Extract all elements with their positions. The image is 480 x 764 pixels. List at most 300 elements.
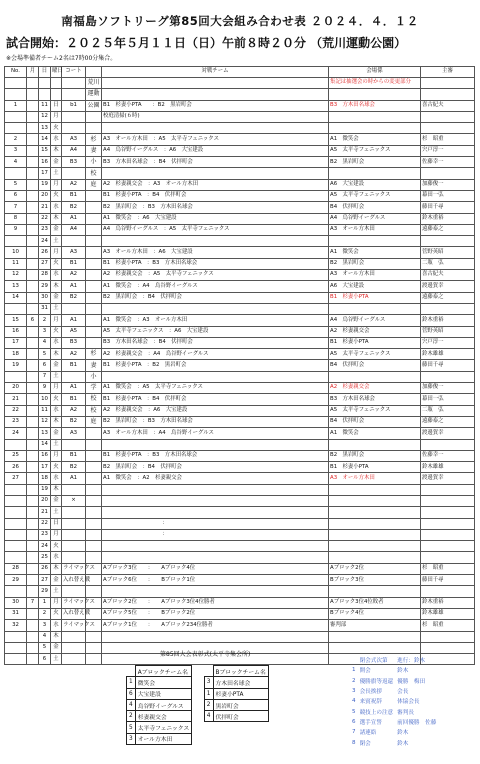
row-court [62,529,86,540]
row-venue [86,473,102,484]
row-day: 19 [39,179,51,190]
row-match: A2 杉妻親交会 ：A6 大宝建設 [102,405,329,416]
row-month [27,394,39,405]
row-venue [86,518,102,529]
row-venue [86,552,102,563]
program-who: 審判長 [397,709,414,716]
row-match: B2 黒岩町会 ：B4 伏拝町会 [102,292,329,303]
row-weekday: 水 [51,202,62,213]
row-no [5,507,27,518]
row-venue [86,586,102,597]
row-weekday: 木 [51,416,62,427]
row-venue [86,270,102,281]
row-umpire: 杉 昭重 [421,134,475,145]
row-month [27,473,39,484]
row-month [27,495,39,506]
row-day: 5 [39,642,51,653]
row-day: 31 [39,303,51,314]
table-row [5,450,475,461]
row-venue: 妻 [86,360,102,371]
program-item: 諸連絡 [359,730,377,737]
row-staff [329,236,421,247]
table-row [5,529,475,540]
row-venue [86,111,102,122]
row-umpire: 喜古紀夫 [421,270,475,281]
row-court: B2 [62,292,86,303]
program-row [350,737,438,747]
table-row [5,473,475,484]
row-umpire: 藤田千尋 [421,360,475,371]
table-row [5,360,475,371]
col-day: 日 [39,67,51,78]
program-no: 1 [352,667,356,674]
row-weekday: 金 [51,642,62,653]
row-no: 3 [5,145,27,156]
row-umpire: 宍戸淳一 [421,337,475,348]
row-umpire: 渡邊賀幸 [421,428,475,439]
row-staff: 審判部 [329,620,421,631]
row-match: B2 黒岩町会 ：B3 方木田名球会 [102,416,329,427]
row-match [102,303,329,314]
row-weekday: 木 [51,631,62,642]
row-staff: B3 方木田名球会 [329,100,421,111]
row-day: 10 [39,394,51,405]
row-weekday: 月 [51,315,62,326]
row-month [27,168,39,179]
row-match [102,495,329,506]
table-row [5,100,475,111]
row-court [62,484,86,495]
row-day: 14 [39,439,51,450]
row-staff: A6 大宝建設 [329,179,421,190]
block-row [127,711,269,722]
row-court [62,654,86,665]
row-venue: 小 [86,157,102,168]
row-day [39,89,51,100]
row-no: 9 [5,224,27,235]
row-umpire: 藤田千尋 [421,575,475,586]
table-row [5,213,475,224]
program-item: 来賓祝辞 [359,699,382,706]
row-venue: 庭 [86,416,102,427]
row-no: 10 [5,247,27,258]
row-staff: A5 太平寺フェニックス [329,349,421,360]
table-row [5,247,475,258]
row-no: 28 [5,563,27,574]
row-court [62,518,86,529]
row-month [27,416,39,427]
row-day: 16 [39,157,51,168]
row-no [5,654,27,665]
row-day: 6 [39,654,51,665]
program-row [350,676,438,686]
row-day: 24 [39,541,51,552]
row-weekday: 月 [51,383,62,394]
row-day: 19 [39,484,51,495]
row-weekday: 金 [51,157,62,168]
row-match: 校庭清掃(６時) [102,111,329,122]
block-table [126,665,269,745]
row-day: 1 [39,597,51,608]
row-match [102,541,329,552]
row-court: 入れ替え戦 [62,608,86,619]
row-weekday: 月 [51,111,62,122]
row-weekday: 木 [51,145,62,156]
row-day: 25 [39,552,51,563]
row-umpire [421,123,475,134]
row-no [5,303,27,314]
row-staff [329,111,421,122]
row-umpire: 渡邊賀幸 [421,473,475,484]
ceremony-title: 第85回大会表彰式(太平寺集会所) [160,651,251,658]
row-weekday: 土 [51,168,62,179]
row-umpire [421,529,475,540]
program-row [350,665,438,675]
row-staff [329,507,421,518]
row-no: 32 [5,620,27,631]
row-day: 2 [39,315,51,326]
row-match [102,631,329,642]
row-umpire [421,111,475,122]
a-block-team: 大宝建設 [135,688,192,699]
row-match [102,236,329,247]
ceremony-program [350,655,438,748]
row-venue [86,642,102,653]
b-block-rank: 3 [204,677,213,688]
row-match: Aブロック6位 ： Bブロック1位 [102,575,329,586]
row-weekday: 火 [51,541,62,552]
row-day: 23 [39,529,51,540]
block-list [126,665,269,745]
spacer [192,677,205,688]
row-month [27,89,39,100]
row-venue [86,202,102,213]
row-no: 30 [5,597,27,608]
row-venue [86,247,102,258]
a-block-rank: 6 [127,688,136,699]
row-weekday: 土 [51,236,62,247]
row-match: Aブロック5位 ： Bブロック2位 [102,608,329,619]
program-row [350,686,438,696]
program-who: 優勝 梅田 [397,678,426,685]
row-match: B1 杉妻小PTA ：B2 黒岩町会 [102,100,329,111]
row-umpire [421,303,475,314]
row-umpire: 幕田一弘 [421,394,475,405]
row-no: 25 [5,450,27,461]
row-court [62,236,86,247]
row-day: 14 [39,134,51,145]
table-row [5,383,475,394]
row-no: 13 [5,281,27,292]
row-match [102,371,329,382]
row-weekday: 木 [51,563,62,574]
row-venue: 小 [86,371,102,382]
row-court [62,89,86,100]
table-row [5,597,475,608]
row-staff [329,552,421,563]
row-day: 9 [39,383,51,394]
row-day: 23 [39,224,51,235]
row-umpire [421,586,475,597]
row-court: ライマックス [62,620,86,631]
row-court: B2 [62,416,86,427]
row-court [62,507,86,518]
table-header-row [5,67,475,78]
row-no: 8 [5,213,27,224]
row-no: 23 [5,416,27,427]
row-no: 6 [5,190,27,201]
row-umpire [421,495,475,506]
row-day: 22 [39,213,51,224]
venue-change-note: 集記は抽選会の時からの変更部分 [329,78,421,89]
row-court [62,168,86,179]
row-venue [86,462,102,473]
row-no: 21 [5,394,27,405]
row-umpire: 鈴木重裕 [421,213,475,224]
table-row [5,236,475,247]
spacer [192,711,205,722]
row-umpire: 鈴木雄雄 [421,462,475,473]
row-venue: 校 [86,405,102,416]
table-row [5,608,475,619]
table-row [5,428,475,439]
row-month [27,428,39,439]
program-row [350,706,438,716]
row-weekday: 水 [51,620,62,631]
row-match: A3 オール方木田 ：A5 太平寺フェニックス [102,134,329,145]
row-court [62,371,86,382]
program-item: 閉会 [359,740,371,747]
row-court: A4 [62,224,86,235]
table-row [5,337,475,348]
row-month [27,371,39,382]
program-no: 5 [352,708,356,715]
row-weekday: 金 [51,360,62,371]
row-no: 1 [5,100,27,111]
row-month [27,179,39,190]
row-month: 7 [27,597,39,608]
row-staff [329,631,421,642]
row-venue [86,258,102,269]
b-block-rank: 1 [204,688,213,699]
row-no: 2 [5,134,27,145]
row-umpire [421,631,475,642]
table-row [5,552,475,563]
row-month [27,608,39,619]
row-no: 29 [5,575,27,586]
row-umpire: 加藤俊一 [421,383,475,394]
row-day: 12 [39,416,51,427]
row-venue [86,439,102,450]
a-block-team: 太平寺フェニックス [135,722,192,733]
row-no: 4 [5,157,27,168]
row-month [27,552,39,563]
row-day: 26 [39,563,51,574]
table-row [5,631,475,642]
row-staff: B2 黒岩町会 [329,157,421,168]
row-staff [329,168,421,179]
row-month [27,326,39,337]
table-row [5,224,475,235]
row-weekday: 火 [51,608,62,619]
row-month [27,439,39,450]
table-row [5,134,475,145]
table-row [5,145,475,156]
row-day: 20 [39,495,51,506]
row-venue [86,507,102,518]
a-block-rank: 5 [127,722,136,733]
row-weekday: 月 [51,247,62,258]
program-no: 2 [352,677,356,684]
row-no [5,518,27,529]
row-no: 24 [5,428,27,439]
row-month [27,157,39,168]
row-no: 16 [5,326,27,337]
row-weekday: 土 [51,371,62,382]
row-staff [329,371,421,382]
spacer [192,688,205,699]
row-venue [86,292,102,303]
row-weekday: 木 [51,213,62,224]
row-staff [329,123,421,134]
col-match: 対戦チーム [102,67,329,78]
row-no [5,168,27,179]
row-venue [86,281,102,292]
row-no: 27 [5,473,27,484]
row-day: 27 [39,258,51,269]
row-month [27,247,39,258]
page-title: 南福島ソフトリーグ第85回大会組み合わせ表 ２０２４．４．１２ [61,14,419,28]
row-match: B1 杉妻小PTA ：B3 方木田名球会 [102,450,329,461]
row-match: A2 杉妻親交会 ：A4 烏谷野イーグルス [102,349,329,360]
row-umpire: 二瓶 弘 [421,405,475,416]
row-venue: 杉 [86,349,102,360]
row-match: A1 微笑会 ：A2 杉妻親交会 [102,473,329,484]
row-match: B1 杉妻小PTA ：B4 伏拝町会 [102,190,329,201]
row-umpire: 渡邊賀幸 [421,281,475,292]
program-item: 選手宣誓 [359,719,382,726]
row-match [102,123,329,134]
row-court: A1 [62,315,86,326]
table-row [5,78,475,89]
row-match [102,586,329,597]
row-month [27,631,39,642]
row-venue: 杉 [86,134,102,145]
table-row [5,123,475,134]
row-staff: A2 杉妻親交会 [329,326,421,337]
spacer [213,733,268,744]
row-court [62,586,86,597]
row-venue [86,428,102,439]
assembly-note: ※会場準備者チーム2名は7時00分集合。 [6,55,117,62]
row-court [62,123,86,134]
row-staff: Aブロック3位4位敗者 [329,597,421,608]
row-no [5,371,27,382]
table-row [5,190,475,201]
row-court: A3 [62,247,86,258]
row-match: A2 杉妻親交会 ：A5 太平寺フェニックス [102,270,329,281]
row-weekday: 月 [51,529,62,540]
b-block-team: 黒岩町会 [213,699,268,710]
table-row [5,541,475,552]
row-weekday: 木 [51,281,62,292]
row-umpire: 佐藤幸一 [421,450,475,461]
a-block-rank: 1 [127,677,136,688]
row-match: B2 黒岩町会 ：B3 方木田名球会 [102,202,329,213]
row-match: A4 烏谷野イーグルス ：A6 大宝建設 [102,145,329,156]
row-staff: A5 太平寺フェニックス [329,190,421,201]
b-block-rank: 2 [204,699,213,710]
program-who: 鈴木 [397,730,409,737]
row-court: B2 [62,462,86,473]
row-venue: 庭 [86,179,102,190]
table-row [5,270,475,281]
row-weekday: 火 [51,462,62,473]
spacer [192,722,205,733]
row-court: A1 [62,213,86,224]
row-weekday: 木 [51,484,62,495]
row-staff: A4 烏谷野イーグルス [329,213,421,224]
table-row [5,439,475,450]
row-month [27,224,39,235]
row-court: B2 [62,202,86,213]
table-row [5,586,475,597]
row-match: B3 方木田名球会 ：B4 伏拝町会 [102,337,329,348]
table-row [5,111,475,122]
schedule-table [4,66,475,665]
program-row [350,717,438,727]
row-month [27,575,39,586]
row-month [27,100,39,111]
a-block-team: 烏谷野イーグルス [135,699,192,710]
row-venue [86,654,102,665]
table-row [5,620,475,631]
row-day: 28 [39,270,51,281]
row-no: 14 [5,292,27,303]
a-block-team: 杉妻親交会 [135,711,192,722]
row-staff: A6 大宝建設 [329,281,421,292]
row-court: 入れ替え戦 [62,575,86,586]
row-court [62,541,86,552]
table-row [5,202,475,213]
col-venue [86,67,102,78]
row-month [27,654,39,665]
row-staff [329,484,421,495]
row-month [27,213,39,224]
row-weekday: 土 [51,303,62,314]
table-row [5,292,475,303]
row-weekday: 金 [51,224,62,235]
row-match [102,439,329,450]
row-staff: B2 黒岩町会 [329,450,421,461]
b-block-team: 方木田名球会 [213,677,268,688]
col-umpire: 主審 [421,67,475,78]
row-umpire: 菅野英昭 [421,247,475,258]
program-who: 会長 [397,689,409,696]
row-staff [329,439,421,450]
program-item: 競技上の注意 [359,709,394,716]
row-staff: Aブロック2位 [329,563,421,574]
row-month [27,349,39,360]
row-day: 4 [39,337,51,348]
row-court: A1 [62,383,86,394]
row-day: 4 [39,631,51,642]
row-venue [86,315,102,326]
table-row [5,462,475,473]
row-staff [329,541,421,552]
row-weekday: 火 [51,123,62,134]
row-court: A3 [62,134,86,145]
